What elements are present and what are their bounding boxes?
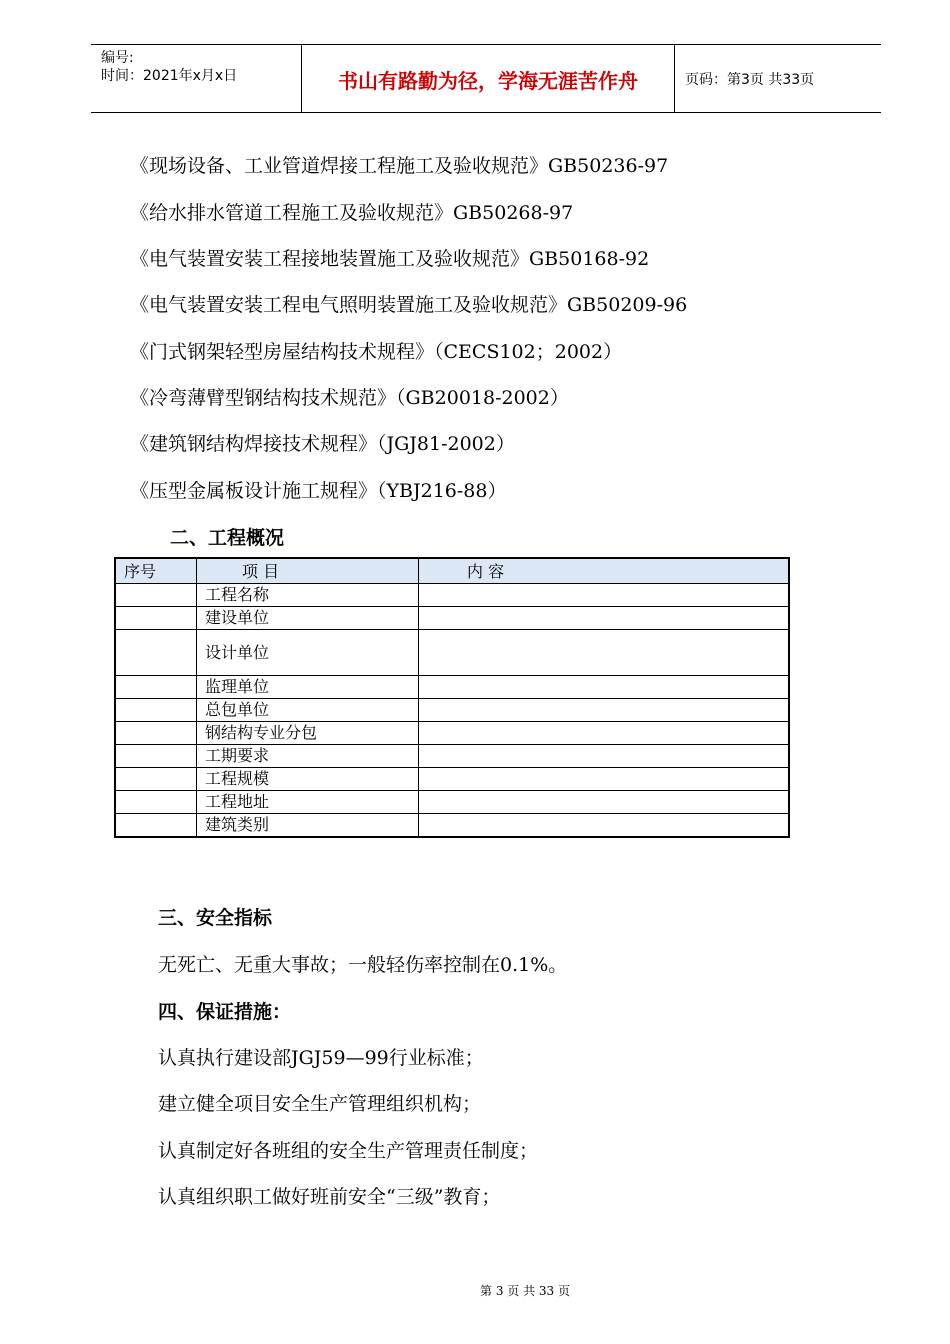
table-header-index: 序号 (115, 558, 197, 584)
table-cell-content (419, 607, 790, 630)
table-cell-item: 建筑类别 (197, 814, 419, 838)
reference-item: 《压型金属板设计施工规程》（YBJ216-88） (130, 480, 507, 502)
table-row (115, 676, 789, 699)
table-cell-item: 工期要求 (197, 745, 419, 768)
header-page-info: 页码：第3页 共33页 (685, 72, 815, 88)
page-footer (0, 1282, 950, 1299)
table-cell-content (419, 699, 790, 722)
table-cell-item: 监理单位 (197, 676, 419, 699)
table-cell-item: 工程规模 (197, 768, 419, 791)
table-row (115, 722, 789, 745)
table-row (115, 630, 789, 676)
table-cell-index (115, 607, 197, 630)
reference-item: 《门式钢架轻型房屋结构技术规程》（CECS102；2002） (130, 341, 623, 363)
table-header-row (115, 558, 789, 584)
header-time-label: 时间：2021年x月x日 (101, 68, 238, 84)
table-cell-index (115, 814, 197, 838)
table-header-item: 项 目 (197, 558, 419, 584)
table-cell-item: 工程地址 (197, 791, 419, 814)
header-meta (91, 45, 302, 113)
table-row (115, 791, 789, 814)
measure-item: 认真组织职工做好班前安全“三级”教育； (158, 1186, 501, 1208)
table-row (115, 699, 789, 722)
measure-item: 认真执行建设部JGJ59—99行业标准； (158, 1047, 484, 1069)
table-row (115, 584, 789, 607)
page-header (91, 45, 881, 113)
table-cell-content (419, 630, 790, 676)
reference-item: 《电气装置安装工程接地装置施工及验收规范》GB50168-92 (130, 248, 650, 270)
section-heading-measures: 四、保证措施： (158, 1001, 292, 1023)
table-cell-content (419, 676, 790, 699)
table-cell-item: 钢结构专业分包 (197, 722, 419, 745)
safety-target-text: 无死亡、无重大事故；一般轻伤率控制在0.1%。 (158, 954, 568, 976)
table-cell-content (419, 722, 790, 745)
project-overview-table (114, 557, 790, 838)
table-header-content: 内 容 (419, 558, 790, 584)
table-cell-content (419, 768, 790, 791)
section-heading-overview: 二、工程概况 (170, 527, 285, 549)
table-cell-index (115, 722, 197, 745)
table-cell-index (115, 584, 197, 607)
header-code-label: 编号: (101, 50, 134, 66)
reference-item: 《建筑钢结构焊接技术规程》（JGJ81-2002） (130, 433, 515, 455)
section-heading-safety: 三、安全指标 (158, 907, 273, 929)
table-cell-index (115, 676, 197, 699)
table-row (115, 607, 789, 630)
measure-item: 认真制定好各班组的安全生产管理责任制度； (158, 1140, 539, 1162)
reference-item: 《电气装置安装工程电气照明装置施工及验收规范》GB50209-96 (130, 294, 688, 316)
table-cell-item: 工程名称 (197, 584, 419, 607)
table-cell-content (419, 584, 790, 607)
table-row (115, 768, 789, 791)
reference-item: 《现场设备、工业管道焊接工程施工及验收规范》GB50236-97 (130, 155, 669, 177)
table-cell-item: 总包单位 (197, 699, 419, 722)
table-cell-index (115, 699, 197, 722)
table-cell-item: 设计单位 (197, 630, 419, 676)
table-cell-item: 建设单位 (197, 607, 419, 630)
table-cell-index (115, 630, 197, 676)
header-bottom-rule (91, 112, 881, 113)
table-cell-index (115, 768, 197, 791)
measure-item: 建立健全项目安全生产管理组织机构； (158, 1093, 482, 1115)
table-row (115, 814, 789, 838)
table-cell-content (419, 745, 790, 768)
table-cell-content (419, 791, 790, 814)
table-cell-index (115, 745, 197, 768)
footer-page-number: 第 3 页 共 33 页 (480, 1284, 570, 1298)
table-cell-index (115, 791, 197, 814)
table-row (115, 745, 789, 768)
reference-item: 《冷弯薄臂型钢结构技术规范》（GB20018-2002） (130, 387, 569, 409)
table-cell-content (419, 814, 790, 838)
header-motto: 书山有路勤为径，学海无涯苦作舟 (302, 45, 675, 113)
reference-item: 《给水排水管道工程施工及验收规范》GB50268-97 (130, 202, 574, 224)
